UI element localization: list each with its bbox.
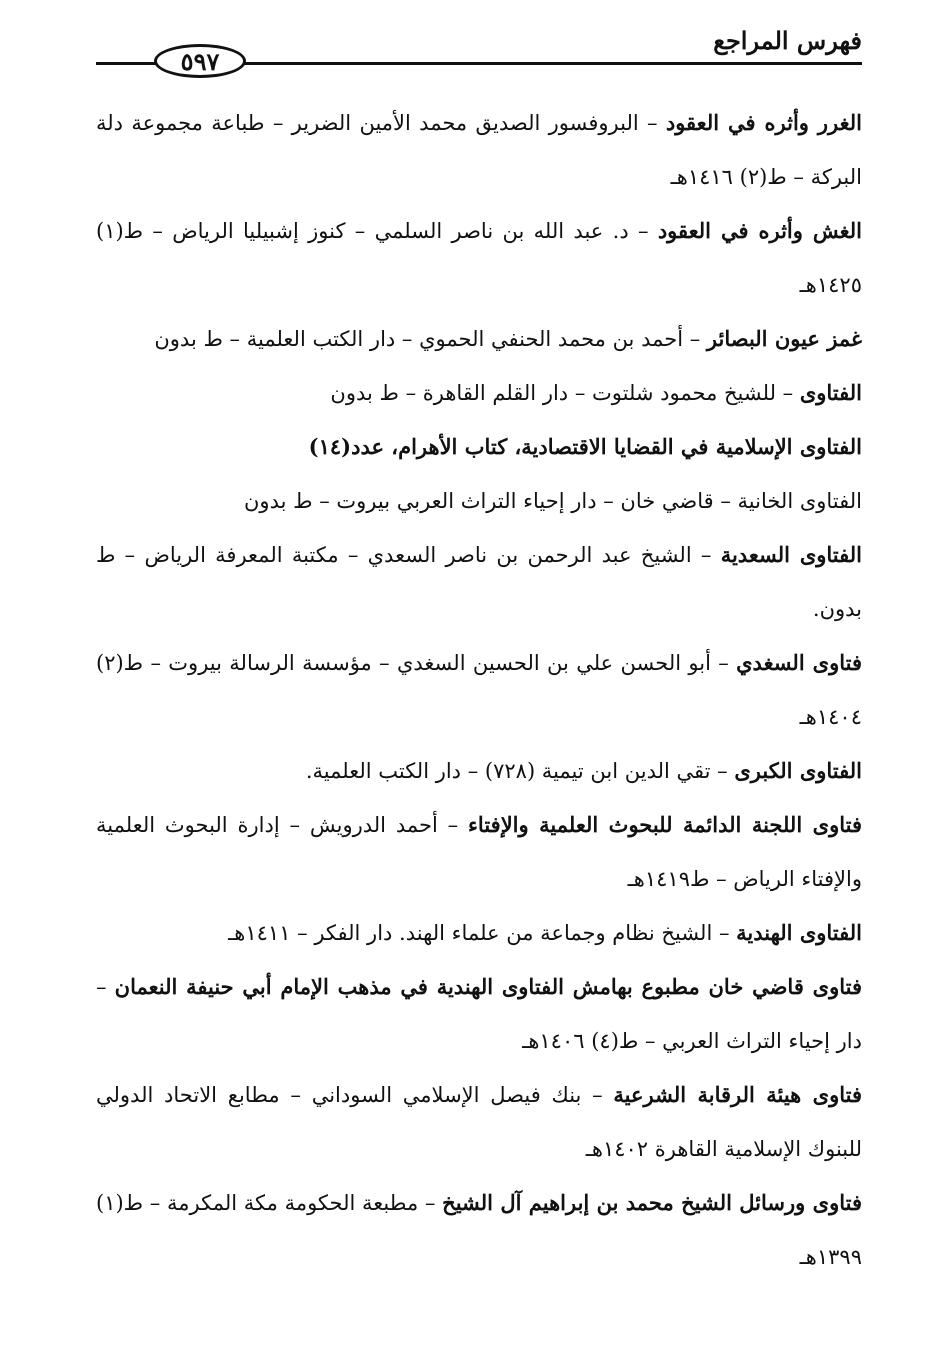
reference-details: – مطبعة الحكومة مكة المكرمة – ط(١) ١٣٩٩هـ xyxy=(96,1191,862,1269)
running-title: فهرس المراجع xyxy=(713,26,862,55)
reference-details: – أبو الحسن علي بن الحسين السغدي – مؤسسة الرسالة بيروت – ط(٢) ١٤٠٤هـ xyxy=(96,651,862,729)
reference-entry xyxy=(96,366,862,420)
reference-title: الفتاوى الإسلامية في القضايا الاقتصادية، كتاب الأهرام، عدد(١٤) xyxy=(308,434,862,459)
reference-entry xyxy=(96,1176,862,1284)
reference-entry xyxy=(96,312,862,366)
reference-title: الغرر وأثره في العقود xyxy=(665,110,862,135)
reference-details: – أحمد الدرويش – إدارة البحوث العلمية والإفتاء الرياض – ط١٤١٩هـ xyxy=(96,813,862,891)
reference-details: – بنك فيصل الإسلامي السوداني – مطابع الاتحاد الدولي للبنوك الإسلامية القاهرة ١٤٠٢هـ xyxy=(96,1083,862,1161)
reference-details: الفتاوى الخانية – قاضي خان – دار إحياء التراث العربي بيروت – ط بدون xyxy=(244,489,862,513)
reference-entry xyxy=(96,96,862,204)
page-header xyxy=(96,22,862,82)
reference-title: الفتاوى الكبرى xyxy=(734,758,862,783)
reference-entry xyxy=(96,1068,862,1176)
reference-details: – د. عبد الله بن ناصر السلمي – كنوز إشبيليا الرياض – ط(١) ١٤٢٥هـ xyxy=(96,219,862,297)
reference-entry xyxy=(96,204,862,312)
reference-entry xyxy=(96,798,862,906)
reference-entry xyxy=(96,528,862,636)
reference-details: – تقي الدين ابن تيمية (٧٢٨) – دار الكتب العلمية. xyxy=(305,759,735,783)
reference-details: – للشيخ محمود شلتوت – دار القلم القاهرة – ط بدون xyxy=(330,381,800,405)
reference-title: فتاوى قاضي خان مطبوع بهامش الفتاوى الهندية في مذهب الإمام أبي حنيفة النعمان xyxy=(114,974,862,999)
reference-title: الغش وأثره في العقود xyxy=(657,218,862,243)
reference-entry xyxy=(96,636,862,744)
reference-title: الفتاوى الهندية xyxy=(736,920,862,945)
reference-entry xyxy=(96,744,862,798)
references-list xyxy=(96,96,862,1284)
reference-entry xyxy=(96,420,862,474)
reference-title: فتاوى السغدي xyxy=(736,650,862,675)
reference-title: غمز عيون البصائر xyxy=(706,326,862,351)
page-number: ٥٩٧ xyxy=(180,46,220,76)
reference-title: الفتاوى السعدية xyxy=(720,542,862,567)
reference-entry xyxy=(96,474,862,528)
reference-details: – أحمد بن محمد الحنفي الحموي – دار الكتب العلمية – ط بدون xyxy=(154,327,707,351)
page-number-badge xyxy=(154,44,246,78)
reference-title: الفتاوى xyxy=(799,380,862,405)
reference-title: فتاوى ورسائل الشيخ محمد بن إبراهيم آل الشيخ xyxy=(442,1190,862,1215)
reference-entry xyxy=(96,906,862,960)
reference-details: – الشيخ عبد الرحمن بن ناصر السعدي – مكتبة المعرفة الرياض – ط بدون. xyxy=(96,543,862,621)
reference-details: – البروفسور الصديق محمد الأمين الضرير – طباعة مجموعة دلة البركة – ط(٢) ١٤١٦هـ xyxy=(96,111,862,189)
reference-details: – الشيخ نظام وجماعة من علماء الهند. دار الفكر – ١٤١١هـ xyxy=(228,921,737,945)
reference-title: فتاوى اللجنة الدائمة للبحوث العلمية والإفتاء xyxy=(468,812,863,837)
reference-title: فتاوى هيئة الرقابة الشرعية xyxy=(613,1082,862,1107)
reference-details: – دار إحياء التراث العربي – ط(٤) ١٤٠٦هـ xyxy=(96,975,862,1053)
reference-entry xyxy=(96,960,862,1068)
